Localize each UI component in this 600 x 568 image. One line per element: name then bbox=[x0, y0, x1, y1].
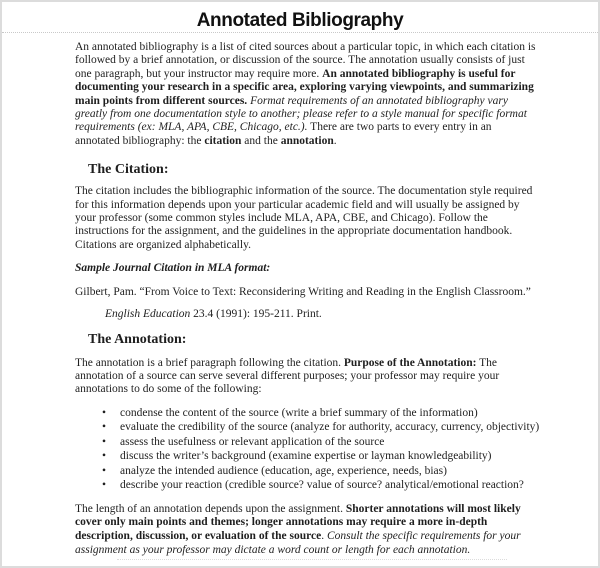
list-item bbox=[75, 478, 538, 493]
bullet-text: describe your reaction (credible source? value of source? analytical/emotional reaction? bbox=[120, 479, 524, 492]
text-run: The length of an annotation depends upon the assignment. bbox=[75, 502, 346, 515]
text-run: There are two parts to every entry in an annotated bibliography: the bbox=[75, 121, 492, 147]
annotation-purpose-list bbox=[75, 406, 538, 493]
document-header bbox=[2, 2, 598, 33]
citation-paragraph bbox=[75, 185, 538, 252]
text-run: . bbox=[321, 529, 327, 542]
bottom-divider bbox=[117, 559, 507, 560]
list-item bbox=[75, 420, 538, 435]
bullet-text: assess the usefulness or relevant application of the source bbox=[120, 435, 385, 448]
bullet-text: evaluate the credibility of the source (analyze for authority, accuracy, currency, objectivity) bbox=[120, 421, 540, 434]
citation-entry-line2 bbox=[105, 308, 538, 321]
list-item bbox=[75, 406, 538, 421]
text-run: . bbox=[333, 134, 337, 147]
document-body bbox=[75, 41, 538, 557]
text-run: Purpose of the Annotation: bbox=[343, 356, 477, 369]
closing-paragraph bbox=[75, 503, 538, 557]
bullet-icon: • bbox=[102, 450, 107, 463]
bullet-icon: • bbox=[102, 479, 107, 492]
text-run: An annotated bibliography is a list of cited sources about a particular topic, in which each citation is followed by a brief annotation, or discussion of the source. The annotation usually consists of just one paragraph, but your instructor may require more. bbox=[75, 41, 536, 80]
text-run: annotation bbox=[280, 134, 334, 147]
list-item bbox=[75, 449, 538, 464]
text-run: English Education bbox=[105, 308, 191, 321]
text-run: The annotation is a brief paragraph following the citation. bbox=[75, 356, 344, 369]
text-run: Consult the specific requirements for your assignment as your professor may dictate a word count or length for each annotation. bbox=[75, 529, 521, 556]
text-run: citation bbox=[204, 134, 242, 147]
text-run: Gilbert, Pam. “From Voice to Text: Reconsidering Writing and Reading in the English Classroom.” bbox=[75, 285, 531, 298]
page-title: Annotated Bibliography bbox=[196, 10, 404, 31]
list-item bbox=[75, 435, 538, 450]
text-run: 23.4 (1991): 195-211. Print. bbox=[190, 308, 322, 321]
citation-entry-line1 bbox=[75, 286, 538, 299]
bullet-icon: • bbox=[102, 435, 107, 448]
section-heading-citation: The Citation: bbox=[88, 162, 169, 178]
text-run: Shorter annotations will most likely cover only main points and themes; longer annotations may require a more in-depth description, discussion, or evaluation of the source bbox=[75, 502, 521, 542]
text-run: Sample Journal Citation in MLA format: bbox=[75, 262, 271, 275]
bullet-icon: • bbox=[102, 464, 107, 477]
section-heading-annotation: The Annotation: bbox=[88, 331, 187, 347]
text-run: and the bbox=[241, 134, 281, 147]
bullet-text: analyze the intended audience (education, age, experience, needs, bias) bbox=[120, 464, 447, 477]
intro-paragraph bbox=[75, 41, 538, 148]
text-run: The annotation of a source can serve several different purposes; your professor may require your annotations to do some of the following: bbox=[75, 356, 500, 396]
annotation-paragraph bbox=[75, 357, 538, 397]
text-run: The citation includes the bibliographic information of the source. The documentation style required for this information depends upon your particular academic field and will usually be assigned by your professor (some common styles include MLA, APA, CBE, and Chicago). Follow the instructions for the assignment, and the guidelines in the appropriate documentation handbook. Citations are organized alphabetically. bbox=[75, 185, 533, 251]
bullet-text: condense the content of the source (write a brief summary of the information) bbox=[120, 406, 478, 419]
bullet-text: discuss the writer’s background (examine expertise or layman knowledgeability) bbox=[120, 450, 492, 463]
text-run: An annotated bibliography is useful for documenting your research in a specific area, exploring varying viewpoints, and summarizing main points from different sources. bbox=[75, 67, 534, 107]
bullet-icon: • bbox=[102, 406, 107, 419]
text-run: Format requirements of an annotated bibliography vary greatly from one documentation style to another; please refer to a style manual for specific format requirements (ex: MLA, APA, CBE, Chicago, etc.). bbox=[75, 94, 527, 134]
sample-citation-heading bbox=[75, 262, 538, 275]
bullet-icon: • bbox=[102, 421, 107, 434]
list-item bbox=[75, 464, 538, 479]
